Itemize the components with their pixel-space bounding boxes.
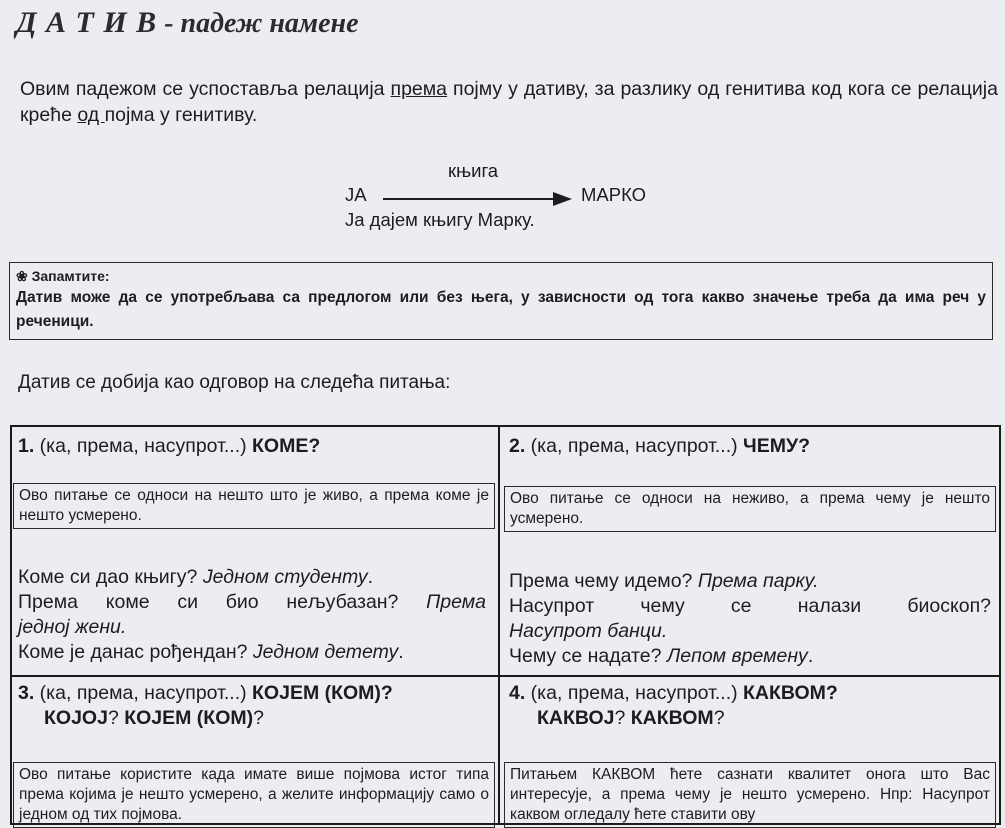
- example-right: МАРКО: [581, 184, 647, 205]
- flower-icon: ❀: [16, 268, 28, 284]
- questions-intro: Датив се добија као одговор на следећа питања:: [18, 372, 451, 393]
- cell-2-question: ЧЕМУ?: [743, 435, 811, 457]
- example-over-arrow: књига: [448, 160, 499, 181]
- cell-4-prefix: (ка, према, насупрот...): [525, 682, 744, 704]
- cell-1-heading: [18, 435, 320, 458]
- cell-3-heading: [18, 681, 393, 731]
- cell-4-heading: [509, 681, 838, 731]
- cell-3-number: 3.: [18, 682, 35, 704]
- cell-2-dot-3: .: [807, 645, 814, 667]
- cell-4-question-2: КАКВОЈ: [537, 707, 615, 729]
- cell-2-example-2-cont: [509, 619, 991, 644]
- cell-2-example-3: [509, 644, 991, 669]
- title-suffix: - падеж намене: [157, 8, 359, 39]
- grid-divider-vertical: [498, 425, 500, 825]
- cell-4-question-3: КАКВОМ: [630, 707, 714, 729]
- remember-text: Датив може да се употребљава са предлогом или без њега, у зависности од тога какво значење треба да има реч у реченици.: [16, 289, 986, 330]
- cell-1-a2-cont: једној жени.: [18, 616, 127, 638]
- intro-underline-2: од: [77, 104, 105, 126]
- remember-label: Запамтите:: [31, 268, 110, 284]
- cell-2-number: 2.: [509, 435, 526, 457]
- cell-1-prefix: (ка, према, насупрот...): [34, 435, 253, 457]
- cell-2-q2: Насупрот чему се налази биоскоп?: [509, 595, 991, 617]
- intro-text-1: Овим падежом се успоставља релација: [20, 78, 391, 100]
- remember-box: [9, 262, 993, 340]
- cell-3-qmark-2: ?: [253, 707, 264, 729]
- cell-1-dot-3: .: [398, 641, 404, 663]
- title-letters: Д А Т И В: [16, 6, 158, 39]
- cell-1-q1: Коме си дао књигу?: [18, 566, 203, 588]
- cell-2-a1: Према парку.: [697, 570, 819, 592]
- cell-1-note: Ово питање се односи на нешто што је живо, а према коме је нешто усмерено.: [13, 483, 495, 529]
- cell-4-note: Питањем КАКВОМ ћете сазнати квалитет онога што Вас интересује, а према чему је нешто усмерено. Нпр: Насупрот каквом огледалу ћете ставити ову: [504, 762, 996, 828]
- cell-4-qmark-1: ?: [614, 707, 626, 729]
- cell-1-a1: Једном студенту: [202, 566, 368, 588]
- cell-1-dot-1: .: [367, 566, 373, 588]
- cell-1-q3: Коме је данас рођендан?: [18, 641, 253, 663]
- cell-3-heading-line-2: [18, 706, 393, 731]
- right-arrow-icon: [383, 191, 573, 207]
- cell-2-note: Ово питање се односи на неживо, а према чему је нешто усмерено.: [504, 486, 996, 532]
- cell-4-qmark-2: ?: [713, 707, 725, 729]
- cell-1-a3: Једном детету: [252, 641, 399, 663]
- cell-2-a2: Насупрот банци.: [509, 620, 668, 642]
- cell-3-note: Ово питање користите када имате више појмова истог типа према којима је нешто усмерено, а желите информацију само о једном од тих појмова.: [13, 762, 495, 828]
- cell-4-heading-line-2: [509, 706, 838, 731]
- cell-1-examples: [18, 565, 486, 665]
- cell-3-question-3: КОЈЕМ (КОМ): [124, 707, 254, 729]
- cell-2-q1: Према чему идемо?: [509, 570, 698, 592]
- page-title: [16, 6, 359, 40]
- intro-paragraph: [20, 76, 998, 128]
- cell-3-question-1: КОЈЕМ (КОМ)?: [252, 682, 393, 704]
- cell-1-example-2-cont: [18, 615, 486, 640]
- cell-2-example-1: [509, 569, 991, 594]
- grid-divider-horizontal: [10, 675, 1001, 677]
- cell-1-a2: Према: [426, 591, 486, 613]
- intro-text-3: појма у генитиву.: [104, 104, 258, 126]
- cell-1-question: КОМЕ?: [252, 435, 321, 457]
- cell-1-example-3: [18, 640, 486, 665]
- cell-1-number: 1.: [18, 435, 35, 457]
- cell-2-heading: [509, 435, 810, 458]
- cell-4-number: 4.: [509, 682, 526, 704]
- intro-underline-1: према: [390, 78, 448, 100]
- cell-4-question-1: КАКВОМ?: [743, 682, 838, 704]
- cell-3-prefix: (ка, према, насупрот...): [34, 682, 253, 704]
- cell-2-q3: Чему се надате?: [509, 645, 667, 667]
- cell-3-heading-line-1: [18, 681, 393, 706]
- example-sentence: Ја дајем књигу Марку.: [345, 209, 535, 230]
- cell-1-q2: Према коме си био нељубазан?: [18, 591, 427, 613]
- example-left: ЈА: [345, 184, 367, 205]
- remember-label-row: [16, 266, 986, 286]
- cell-2-prefix: (ка, према, насупрот...): [525, 435, 744, 457]
- cell-1-example-1: [18, 565, 486, 590]
- cell-2-a3: Лепом времену: [666, 645, 808, 667]
- cell-4-heading-line-1: [509, 681, 838, 706]
- cell-3-question-2: КОЈОЈ: [44, 707, 108, 729]
- cell-2-examples: [509, 569, 991, 669]
- cell-2-example-2: [509, 594, 991, 619]
- cell-3-qmark-1: ?: [107, 707, 119, 729]
- cell-1-example-2: [18, 590, 486, 615]
- intro-text-2: појму у дативу, за разлику од генитива код кога се релација креће: [20, 78, 998, 126]
